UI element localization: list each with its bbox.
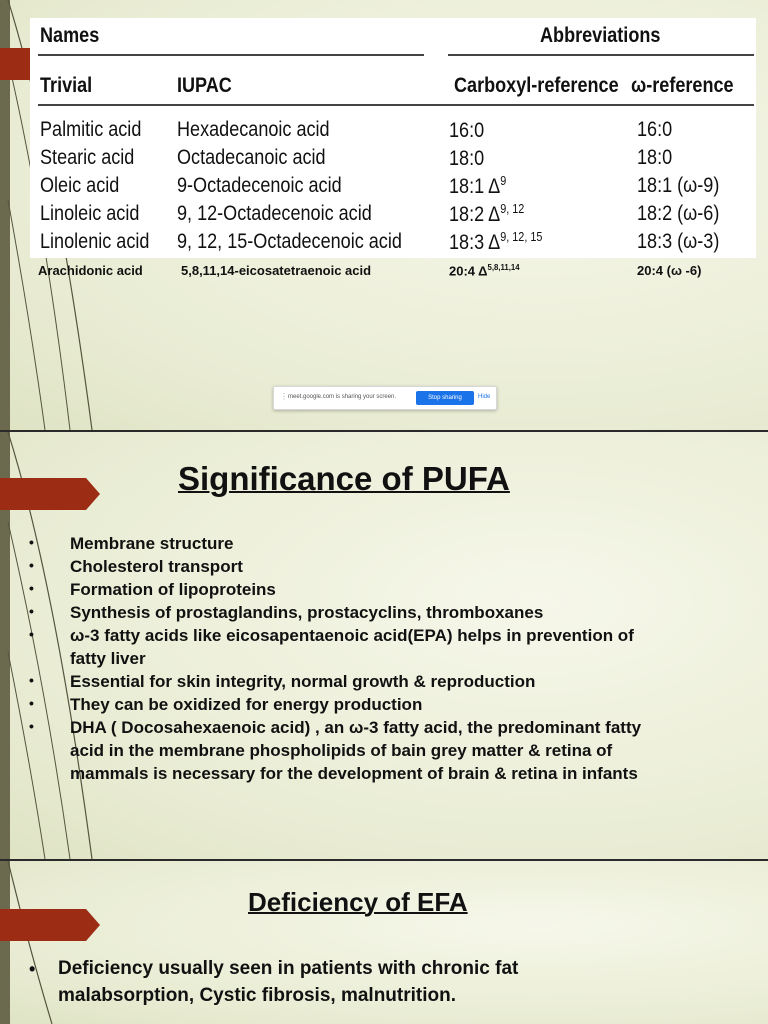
drag-handle-icon[interactable]: ⋮ [280,392,288,401]
bullet-marker: • [29,603,34,619]
extra-row-iupac: 5,8,11,14-eicosatetraenoic acid [181,263,372,278]
list-item-continued: malabsorption, Cystic fibrosis, malnutrition. [58,985,456,1006]
col-trivial: Trivial [40,74,93,97]
accent-arrow [0,909,100,941]
bullet-marker: • [29,718,34,734]
row-omega: 16:0 [637,118,673,141]
bullet-marker: • [29,672,34,688]
list-item: Essential for skin integrity, normal growth & reproduction [70,672,536,691]
header-rule-left [38,54,424,56]
row-omega: 18:3 (ω-3) [637,230,720,253]
accent-arrow [0,478,100,510]
subheader-rule [38,104,754,106]
list-item: Cholesterol transport [70,557,243,576]
slide-fatty-acid-table [0,0,768,430]
page-title: Significance of PUFA [178,460,510,497]
screen-share-bar [273,386,497,410]
row-omega: 18:2 (ω-6) [637,202,720,225]
row-iupac: 9-Octadecenoic acid [177,174,342,197]
row-iupac: Hexadecanoic acid [177,118,330,141]
share-message: meet.google.com is sharing your screen. [288,394,397,400]
header-abbreviations: Abbreviations [540,24,661,47]
bullet-marker: • [29,959,36,979]
row-trivial: Palmitic acid [40,118,142,141]
row-omega: 18:0 [637,146,673,169]
list-item: Formation of lipoproteins [70,580,276,599]
slide-significance-pufa [0,432,768,859]
page-title: Deficiency of EFA [248,887,468,917]
row-trivial: Oleic acid [40,174,120,197]
header-rule-right [448,54,754,56]
list-item: Deficiency usually seen in patients with chronic fat [58,958,519,979]
bullet-marker: • [29,534,34,550]
fatty-acid-table [30,18,756,258]
row-carboxyl: 18:1 $\Delta^9$ [449,174,507,198]
col-omega-reference: ω-reference [631,74,734,97]
list-item-continued: mammals is necessary for the development of brain & retina in infants [70,764,638,783]
header-names: Names [40,24,100,47]
row-iupac: 9, 12, 15-Octadecenoic acid [177,230,402,253]
list-item: Membrane structure [70,534,234,553]
row-iupac: Octadecanoic acid [177,146,326,169]
list-item-continued: acid in the membrane phospholipids of bain grey matter & retina of [70,741,613,760]
list-item: They can be oxidized for energy production [70,695,423,714]
row-carboxyl: 18:3 Δ$^{9, 12, 15}$ [449,230,543,254]
row-trivial: Linoleic acid [40,202,140,225]
col-iupac: IUPAC [177,74,232,97]
list-item: DHA ( Docosahexaenoic acid) , an ω-3 fatty acid, the predominant fatty [70,718,642,737]
extra-row-omega: 20:4 (ω -6) [637,263,702,278]
list-item: Synthesis of prostaglandins, prostacyclins, thromboxanes [70,603,544,622]
slide-deficiency-efa [0,861,768,1024]
bullet-marker: • [29,580,34,596]
row-carboxyl: 18:0 [449,147,485,170]
list-item: ω-3 fatty acids like eicosapentaenoic acid(EPA) helps in prevention of [70,626,634,645]
row-trivial: Stearic acid [40,146,135,169]
row-trivial: Linolenic acid [40,230,150,253]
bullet-marker: • [29,557,34,573]
row-carboxyl: 18:2 Δ$^{9, 12}$ [449,202,525,226]
list-item-continued: fatty liver [70,649,146,668]
row-carboxyl: 16:0 [449,119,485,142]
row-omega: 18:1 (ω-9) [637,174,720,197]
stop-sharing-button[interactable]: Stop sharing [416,391,474,405]
extra-row-trivial: Arachidonic acid [38,263,143,278]
bullet-marker: • [29,626,34,642]
col-carboxyl-reference: Carboxyl-reference [454,74,619,97]
extra-row-carboxyl: 20:4 Δ$^{5,8,11,14}$ [449,263,520,279]
hide-button[interactable]: Hide [478,394,491,400]
bullet-marker: • [29,695,34,711]
row-iupac: 9, 12-Octadecenoic acid [177,202,372,225]
